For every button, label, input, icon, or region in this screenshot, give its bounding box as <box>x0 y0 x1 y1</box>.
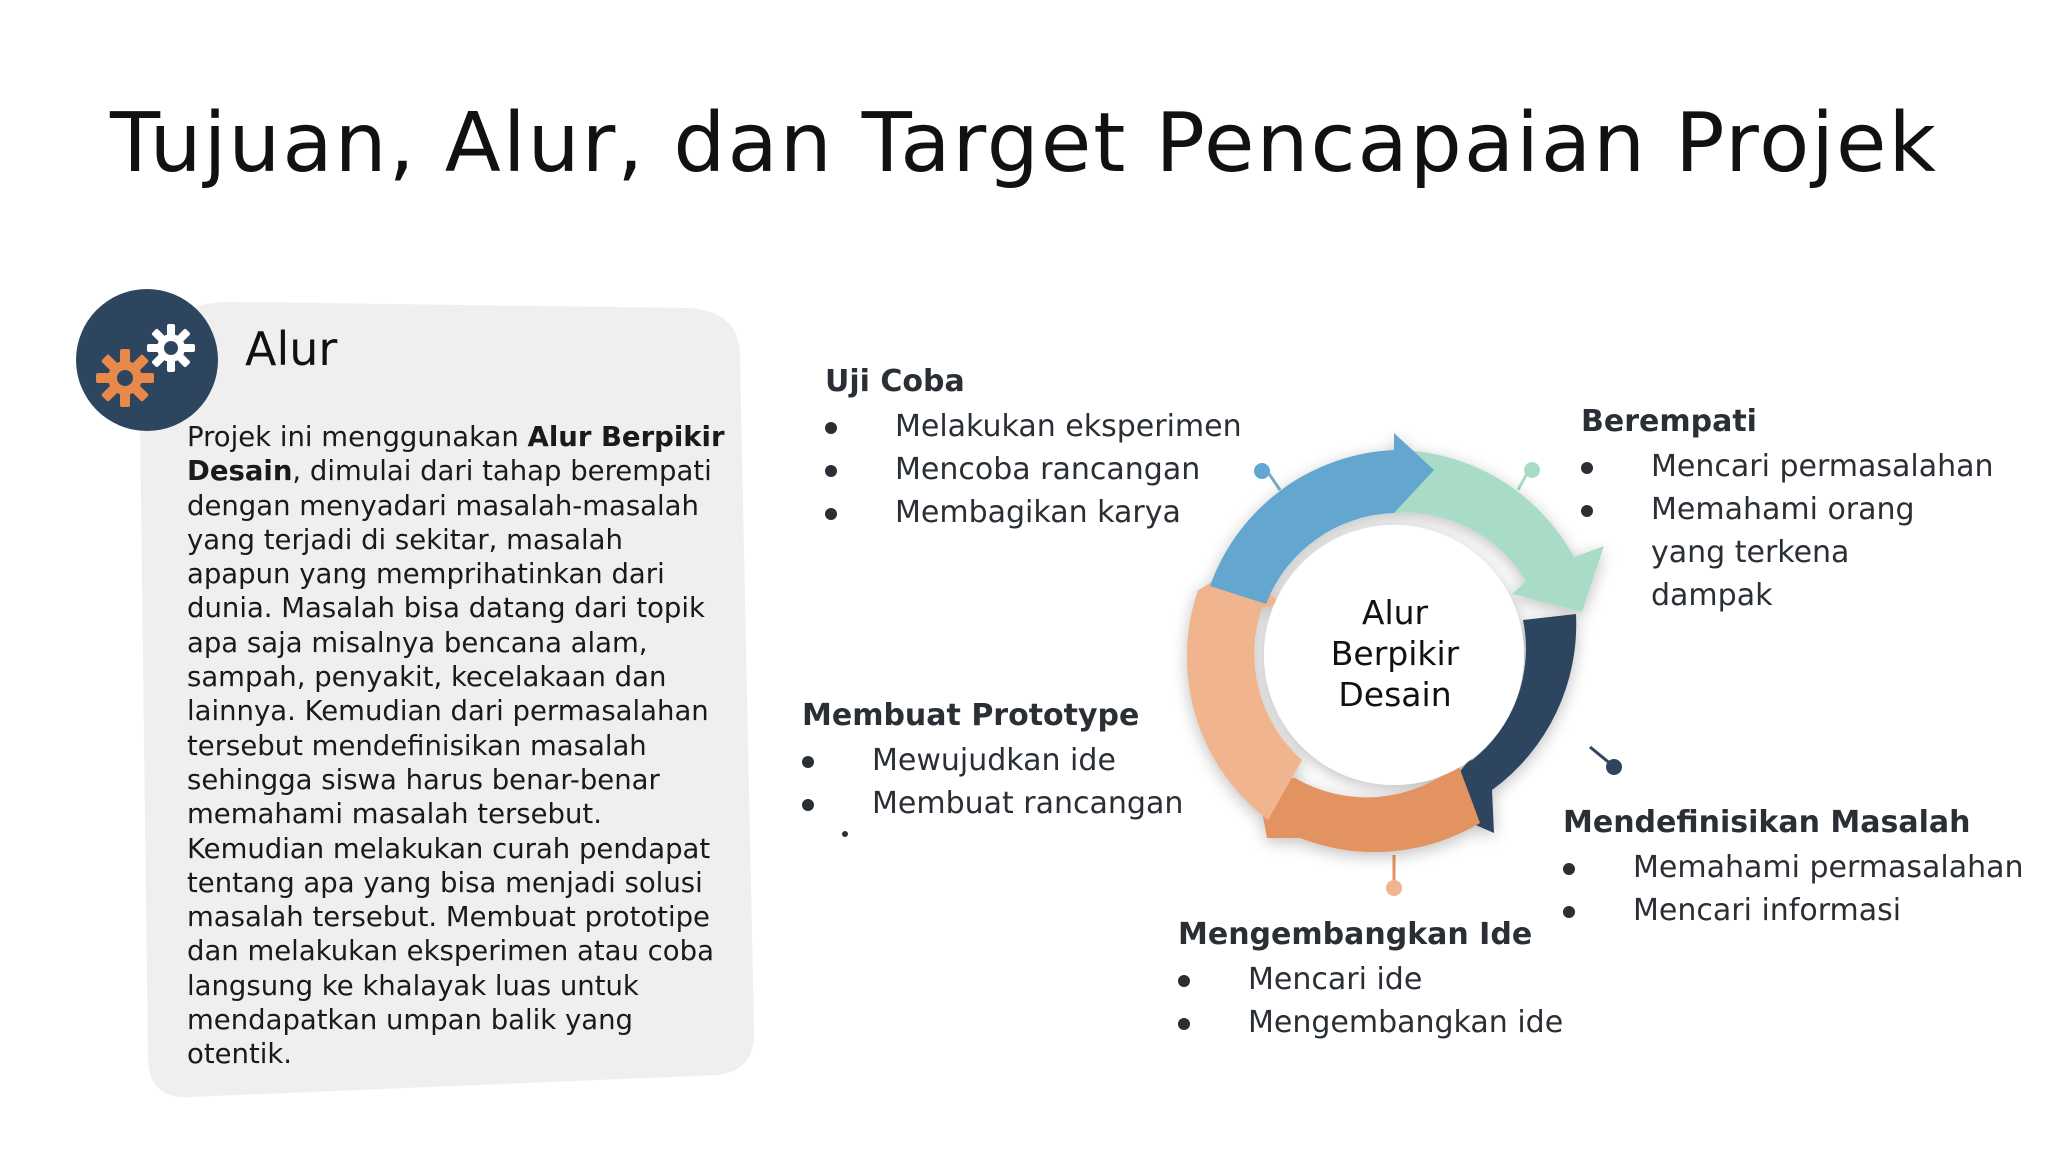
list-item: Mengembangkan ide <box>1178 1001 1563 1044</box>
stage-title: Membuat Prototype <box>802 698 1140 733</box>
list-item: Memahami orang yang terkena dampak <box>1581 488 1961 617</box>
bullet-icon <box>1178 1018 1190 1030</box>
center-line-2: Berpikir <box>1330 634 1460 673</box>
bullet-icon <box>802 756 814 768</box>
stage-title: Berempati <box>1581 404 1757 439</box>
list-item: Membagikan karya <box>825 491 1242 534</box>
page-title: Tujuan, Alur, dan Target Pencapaian Projek <box>110 96 1938 191</box>
bullet-icon <box>1563 906 1575 918</box>
list-item: Membuat rancangan <box>802 782 1183 825</box>
stage-item-list <box>1563 846 2024 932</box>
list-item: Mencoba rancangan <box>825 448 1242 491</box>
center-line-3: Desain <box>1338 675 1452 714</box>
stage-membuat-prototype <box>802 698 1183 825</box>
card-body-highlight: Alur Berpikir Desain <box>187 421 725 488</box>
stage-mendefinisikan-masalah <box>1563 805 2024 932</box>
bullet-icon <box>1581 505 1593 517</box>
stage-title: Uji Coba <box>825 364 965 399</box>
stage-berempati <box>1581 404 2031 617</box>
stage-item-list <box>1178 958 1563 1044</box>
stage-uji-coba <box>825 364 1242 534</box>
bullet-icon <box>825 422 837 434</box>
list-item: Melakukan eksperimen <box>825 405 1242 448</box>
connector-dot-ideate <box>1386 880 1402 896</box>
empty-bullet-icon <box>842 831 848 837</box>
stage-item-list <box>802 739 1183 825</box>
bullet-icon <box>825 508 837 520</box>
list-item: Memahami permasalahan <box>1563 846 2024 889</box>
list-item: Mewujudkan ide <box>802 739 1183 782</box>
stage-item-list <box>825 405 1242 534</box>
card-body-intro: Projek ini menggunakan <box>187 421 528 453</box>
list-item: Mencari informasi <box>1563 889 2024 932</box>
bullet-icon <box>1178 975 1190 987</box>
bullet-icon <box>1581 462 1593 474</box>
bullet-icon <box>1563 863 1575 875</box>
card-heading: Alur <box>245 322 338 376</box>
stage-title: Mendefinisikan Masalah <box>1563 805 1971 840</box>
stage-mengembangkan-ide <box>1178 917 1563 1044</box>
connector-dot-test <box>1254 463 1270 479</box>
card-body-rest: , dimulai dari tahap berempati dengan menyadari masalah-masalah yang terjadi di sekitar, masalah apapun yang memprihatinkan dari dunia. Masalah bisa datang dari topik apa saja misalnya bencana alam, sampah, penyakit, kecelakaan dan lainnya. Kemudian dari permasalahan tersebut mendefinisikan masalah sehingga siswa harus benar-benar memahami masalah tersebut. Kemudian melakukan curah pendapat tentang apa yang bisa menjadi solusi masalah tersebut. Membuat prototipe dan melakukan eksperimen atau coba langsung ke khalayak luas untuk mendapatkan umpan balik yang otentik. <box>187 455 714 1071</box>
cycle-center-label <box>1310 592 1480 715</box>
list-item: Mencari permasalahan <box>1581 445 2031 488</box>
connector-dot-define <box>1606 759 1622 775</box>
list-item: Mencari ide <box>1178 958 1563 1001</box>
stage-title: Mengembangkan Ide <box>1178 917 1533 952</box>
center-line-1: Alur <box>1361 593 1429 632</box>
stage-item-list <box>1581 445 2031 617</box>
bullet-icon <box>802 799 814 811</box>
connector-dot-empathize <box>1524 462 1540 478</box>
bullet-icon <box>825 465 837 477</box>
